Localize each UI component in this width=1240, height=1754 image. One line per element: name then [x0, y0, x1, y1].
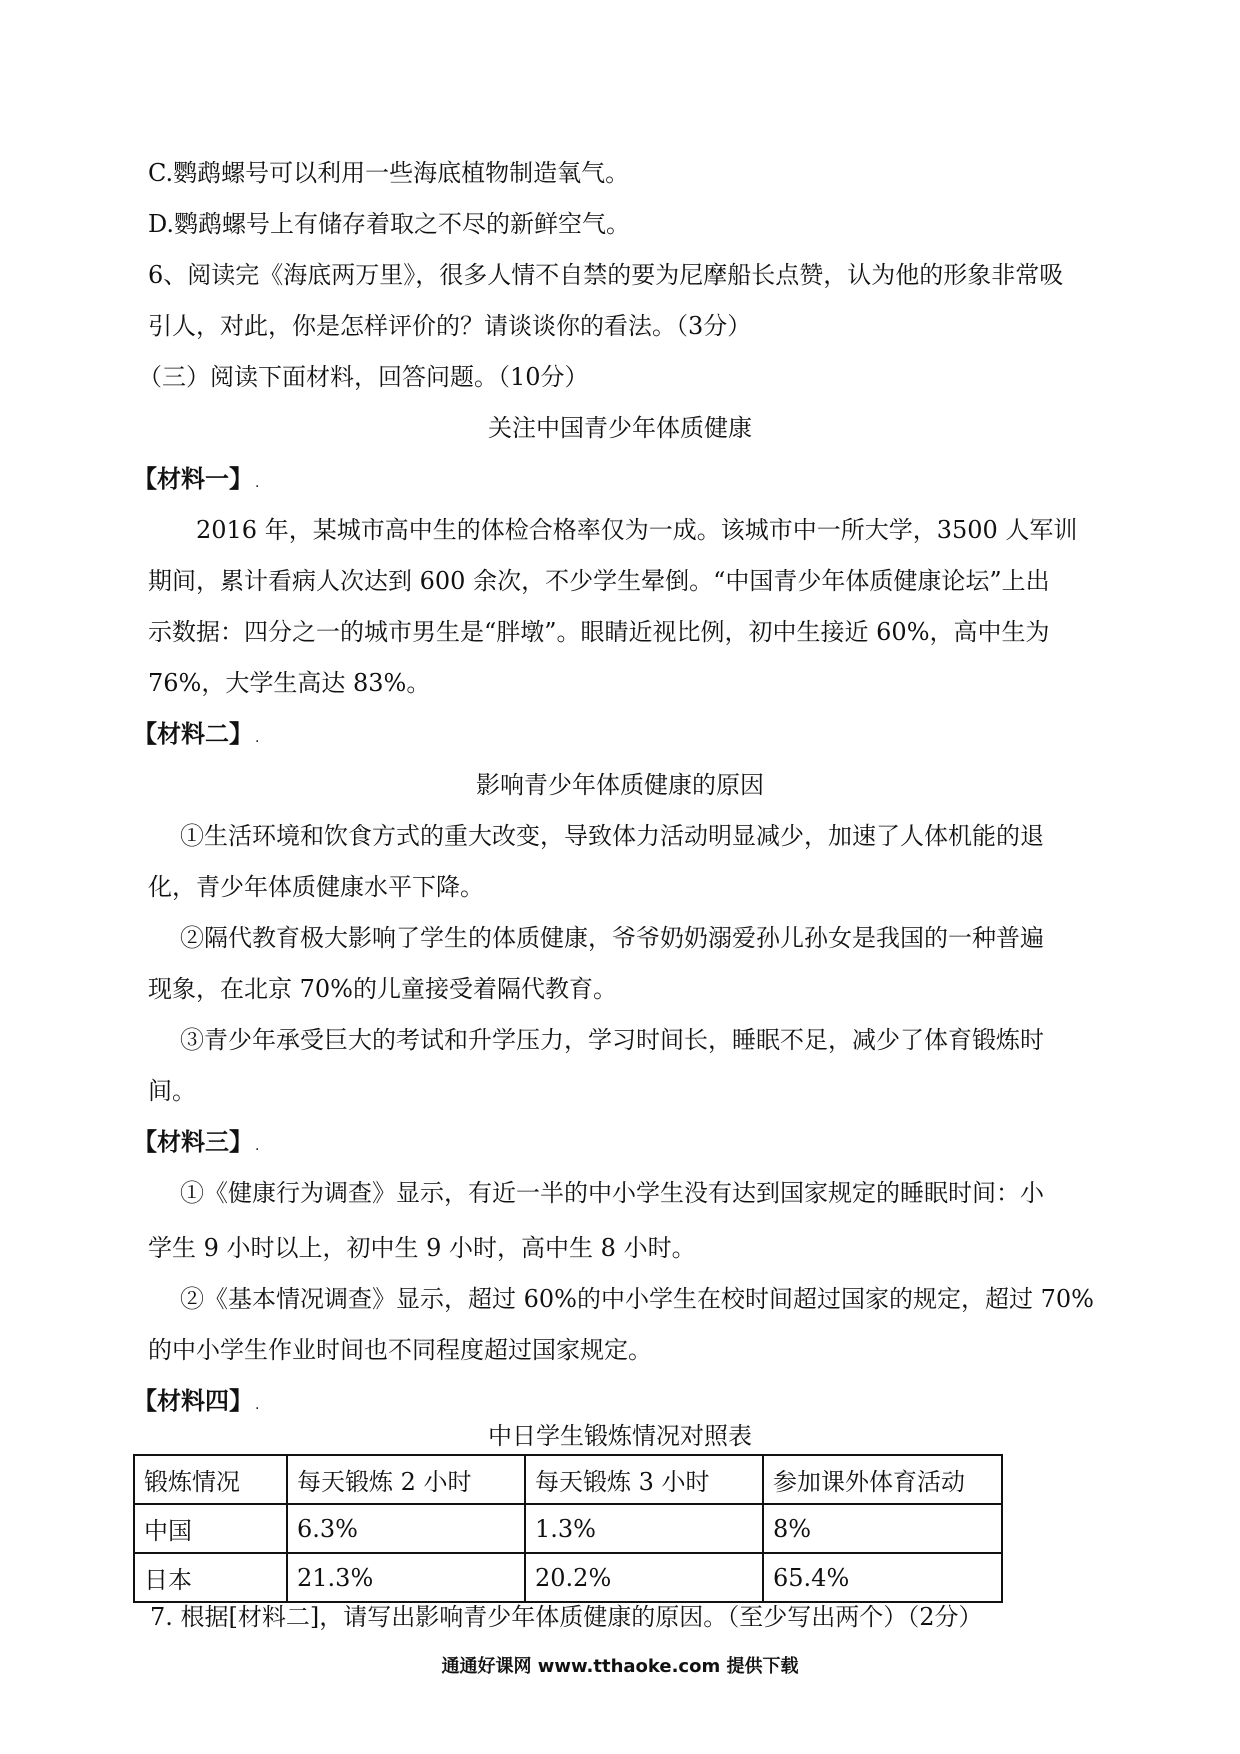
material-3-line: 学生 9 小时以上，初中生 9 小时，高中生 8 小时。 — [148, 1234, 696, 1262]
material-1-line: 期间，累计看病人次达到 600 余次，不少学生晕倒。“中国青少年体质健康论坛”上出 — [148, 567, 1050, 595]
material-2-line: ②隔代教育极大影响了学生的体质健康，爷爷奶奶溺爱孙儿孙女是我国的一种普遍 — [180, 924, 1044, 952]
table-header-cell: 锻炼情况 — [134, 1455, 287, 1504]
question-6-line-2: 引人，对此，你是怎样评价的？请谈谈你的看法。（3分） — [148, 312, 752, 340]
table-cell: 21.3% — [287, 1553, 525, 1602]
table-row — [134, 1553, 1002, 1602]
table-header-cell: 每天锻炼 2 小时 — [287, 1455, 525, 1504]
table-cell: 6.3% — [287, 1504, 525, 1553]
table-header-cell: 每天锻炼 3 小时 — [525, 1455, 763, 1504]
table-row — [134, 1504, 1002, 1553]
material-3-line: ①《健康行为调查》显示，有近一半的中小学生没有达到国家规定的睡眠时间：小 — [180, 1179, 1044, 1207]
material-3-line: ②《基本情况调查》显示，超过 60%的中小学生在校时间超过国家的规定，超过 70% — [180, 1285, 1094, 1313]
table-cell: 65.4% — [763, 1553, 1002, 1602]
option-c: C.鹦鹉螺号可以利用一些海底植物制造氧气。 — [148, 159, 630, 187]
table-cell: 8% — [763, 1504, 1002, 1553]
material-3-line: 的中小学生作业时间也不同程度超过国家规定。 — [148, 1336, 652, 1364]
section-3-heading: （三）阅读下面材料，回答问题。（10分） — [138, 363, 589, 391]
table-cell: 20.2% — [525, 1553, 763, 1602]
option-d: D.鹦鹉螺号上有储存着取之不尽的新鲜空气。 — [148, 210, 631, 238]
material-4-label: 【材料四】 . — [133, 1387, 260, 1415]
material-1-label: 【材料一】 . — [133, 465, 260, 493]
material-2-line: 间。 — [148, 1077, 196, 1105]
material-2-line: ③青少年承受巨大的考试和升学压力，学习时间长，睡眠不足，减少了体育锻炼时 — [180, 1026, 1044, 1054]
table-cell: 1.3% — [525, 1504, 763, 1553]
material-4-table-title: 中日学生锻炼情况对照表 — [488, 1422, 752, 1450]
table-cell: 日本 — [134, 1553, 287, 1602]
material-2-label: 【材料二】 . — [133, 720, 260, 748]
footer-download-note: 通通好课网 www.tthaoke.com 提供下载 — [441, 1656, 799, 1677]
question-6-line-1: 6、阅读完《海底两万里》，很多人情不自禁的要为尼摩船长点赞，认为他的形象非常吸 — [148, 261, 1064, 289]
material-1-line: 示数据：四分之一的城市男生是“胖墩”。眼睛近视比例，初中生接近 60%，高中生为 — [148, 618, 1050, 646]
material-1-line: 76%，大学生高达 83%。 — [148, 669, 431, 697]
material-1-line: 2016 年，某城市高中生的体检合格率仅为一成。该城市中一所大学，3500 人军训 — [196, 516, 1078, 544]
table-header-row — [134, 1455, 1002, 1504]
table-header-cell: 参加课外体育活动 — [763, 1455, 1002, 1504]
material-2-line: 现象，在北京 70%的儿童接受着隔代教育。 — [148, 975, 617, 1003]
exercise-comparison-table — [133, 1454, 1003, 1603]
question-7: 7. 根据[材料二]，请写出影响青少年体质健康的原因。（至少写出两个）（2分） — [150, 1603, 983, 1631]
section-3-title: 关注中国青少年体质健康 — [488, 414, 752, 442]
table-cell: 中国 — [134, 1504, 287, 1553]
material-2-line: 化，青少年体质健康水平下降。 — [148, 873, 484, 901]
material-3-label: 【材料三】 . — [133, 1128, 260, 1156]
material-2-line: ①生活环境和饮食方式的重大改变，导致体力活动明显减少，加速了人体机能的退 — [180, 822, 1044, 850]
material-2-title: 影响青少年体质健康的原因 — [476, 771, 764, 799]
